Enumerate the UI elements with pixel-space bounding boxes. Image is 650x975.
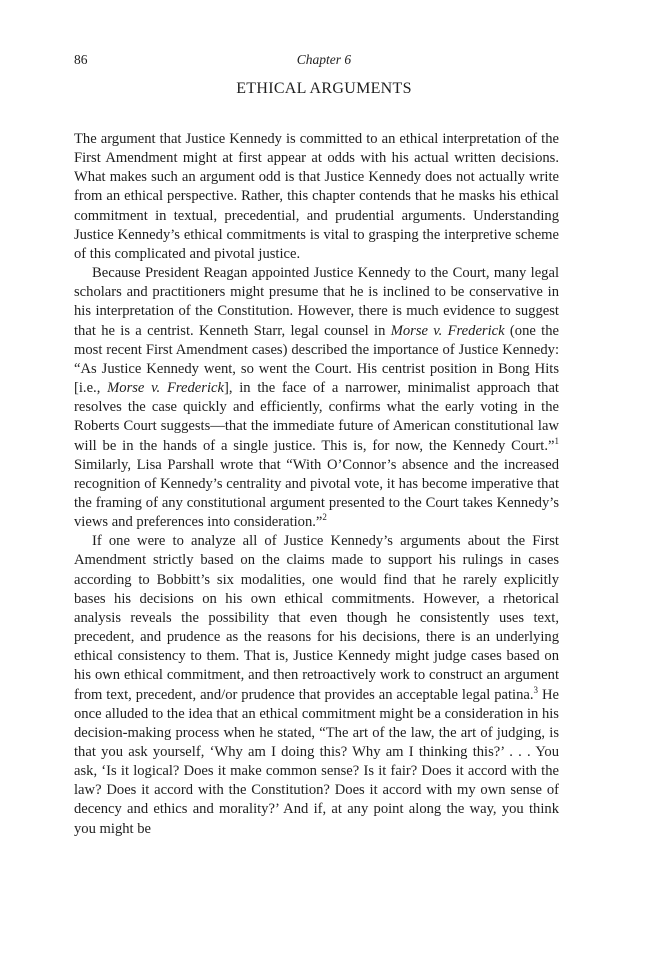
body-text <box>74 130 559 839</box>
paragraph-1 <box>74 130 559 264</box>
footnote-ref-2: 2 <box>322 512 327 523</box>
page-header <box>74 52 574 72</box>
paragraph-2-text-d: Similarly, Lisa Parshall wrote that “With O’Connor’s absence and the increased recognition of Kennedy’s centrality and pivotal vote, it has become imperative that the framing of any constitutional argument presented to the Court takes Kennedy’s views and preferences into consideration.” <box>74 456 559 531</box>
case-name: Morse v. Frederick <box>390 322 505 339</box>
page-number: 86 <box>74 52 88 67</box>
running-head: Chapter 6 <box>296 52 352 67</box>
paragraph-2-text-c: ], in the face of a narrower, minimalist approach that resolves the case quickly and efficiently, confirms what the early voting in the Roberts Court suggests—that the immediate future of American constitutional law will be in the hands of a single justice. This is, for now, the Kennedy Court.” <box>74 380 559 454</box>
paragraph-1-text: The argument that Justice Kennedy is committed to an ethical interpretation of the First Amendment might at first appear at odds with his actual written decisions. What makes such an argument odd is that Justice Kennedy does not actually write from an ethical perspective. Rather, this chapter contends that he masks his ethical commitment in textual, precedential, and prudential arguments. Understanding Justice Kennedy’s ethical commitments is vital to grasping the interpretive scheme of this complicated and pivotal justice. <box>74 131 559 262</box>
paragraph-3 <box>74 532 559 839</box>
paragraph-2-text-b: (one the most recent First Amendment cases) described the importance of Justice Kennedy: “As Justice Kennedy went, so went the Court. His centrist position in Bong Hits [i.e., <box>74 322 559 397</box>
paragraph-3-text-b: He once alluded to the idea that an ethical commitment might be a consideration in his decision-making process when he stated, “The art of the law, the art of judging, is that you ask yourself, ‘Why am I doing this? Why am I thinking this?’ . . . You ask, ‘Is it logical? Does it make common sense? Is it fair? Does it accord with the law? Does it accord with the Constitution? Does it accord with my own sense of decency and ethics and morality?’ And if, at any point along the way, you think you might be <box>74 686 559 837</box>
footnote-ref-1: 1 <box>554 435 559 446</box>
paragraph-2 <box>74 264 559 532</box>
case-name: Morse v. Frederick <box>107 380 224 397</box>
footnote-ref-3: 3 <box>533 684 539 695</box>
paragraph-2-text-a: Because President Reagan appointed Justice Kennedy to the Court, many legal scholars and practitioners might presume that he is inclined to be conservative in his interpretation of the Constitution. However, there is much evidence to suggest that he is a centrist. Kenneth Starr, legal counsel in <box>74 265 559 339</box>
paragraph-3-text-a: If one were to analyze all of Justice Kennedy’s arguments about the First Amendment strictly based on the claims made to support his rulings in cases according to Bobbitt’s six modalities, one would find that he rarely explicitly bases his decisions on his own ethical commitments. However, a rhetorical analysis reveals the possibility that even though he consistently uses text, precedent, and prudence as the reasons for his decisions, there is an underlying ethical consistency to them. That is, Justice Kennedy might judge cases based on his own ethical commitment, and then retroactively work to construct an argument from text, precedent, and/or prudence that provides an acceptable legal patina. <box>74 533 559 703</box>
section-title: ETHICAL ARGUMENTS <box>236 80 412 97</box>
